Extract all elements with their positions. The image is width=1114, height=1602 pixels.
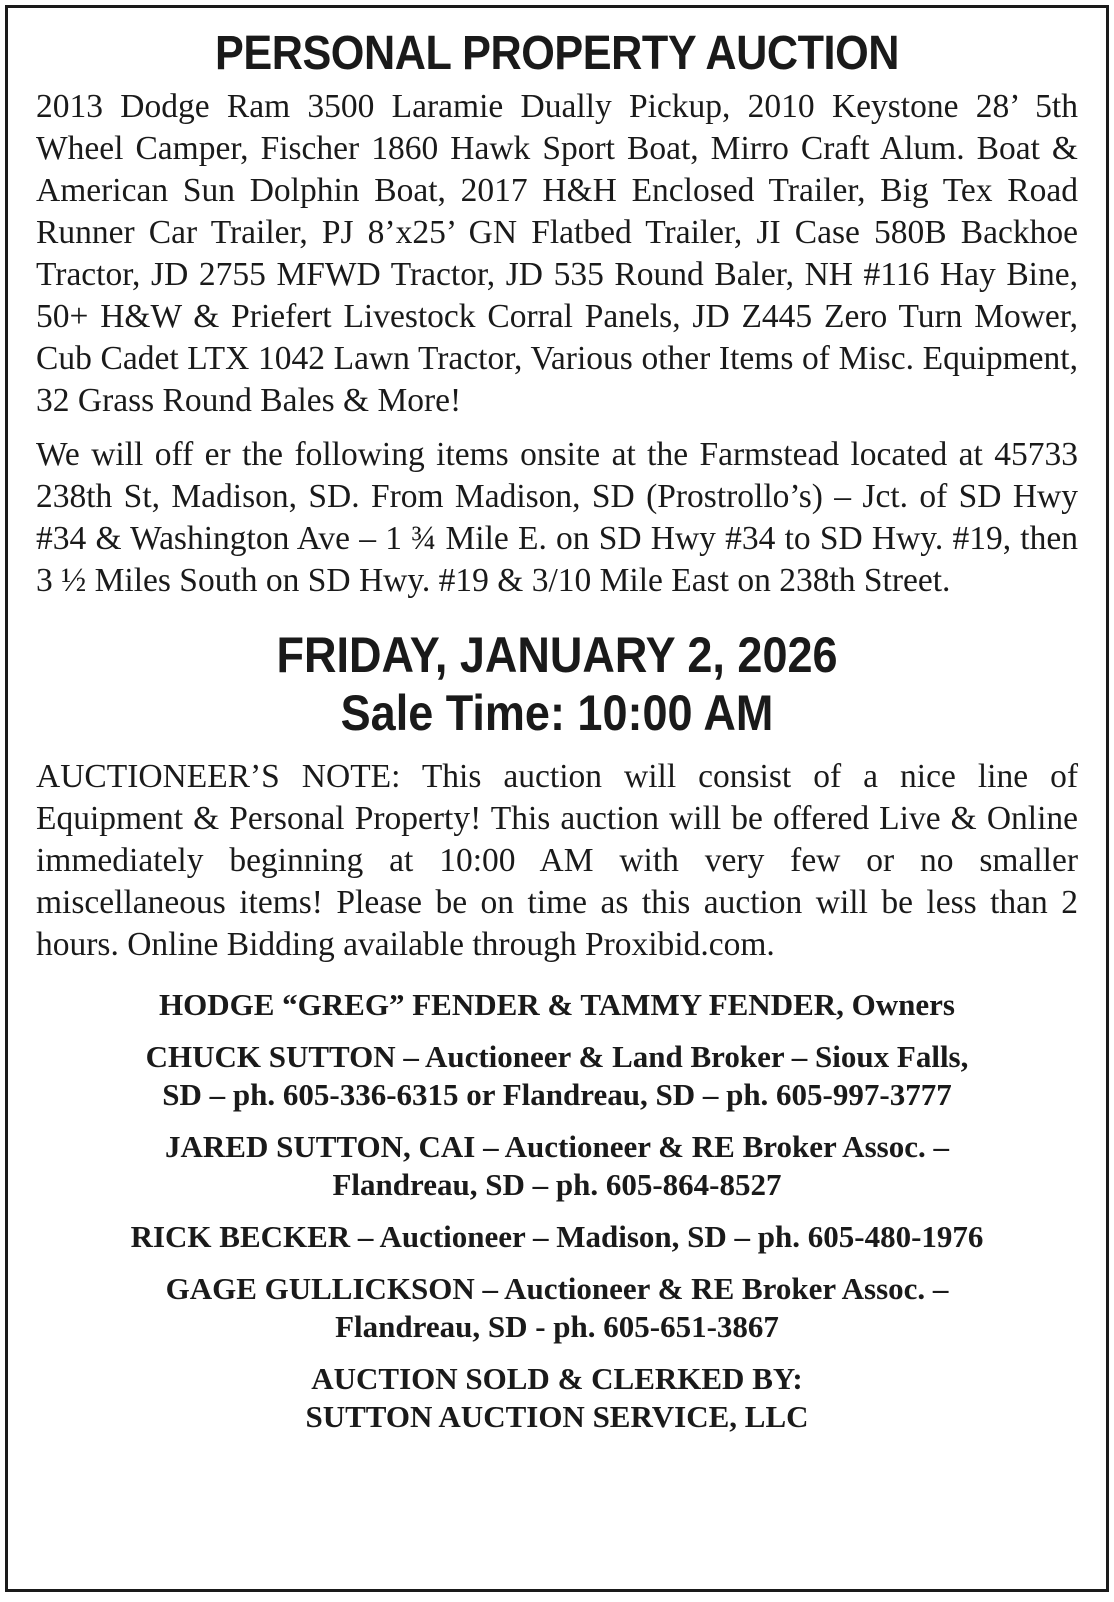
clerk-credit xyxy=(36,1360,1078,1436)
items-paragraph: 2013 Dodge Ram 3500 Laramie Dually Pickup, 2010 Keystone 28’ 5th Wheel Camper, Fischer 1860 Hawk Sport Boat, Mirro Craft Alum. Boat & American Sun Dolphin Boat, 2017 H&H Enclosed Trailer, Big Tex Road Runner Car Trailer, PJ 8’x25’ GN Flatbed Trailer, JI Case 580B Backhoe Tractor, JD 2755 MFWD Tractor, JD 535 Round Baler, NH #116 Hay Bine, 50+ H&W & Priefert Livestock Corral Panels, JD Z445 Zero Turn Mower, Cub Cadet LTX 1042 Lawn Tractor, Various other Items of Misc. Equipment, 32 Grass Round Bales & More! xyxy=(36,88,1078,419)
sale-date: FRIDAY, JANUARY 2, 2026 xyxy=(276,627,838,683)
credit-line: Flandreau, SD – ph. 605-864-8527 xyxy=(332,1167,782,1202)
auctioneer-credit-gage-gullickson xyxy=(36,1270,1078,1346)
auctioneer-credit-jared-sutton xyxy=(36,1128,1078,1204)
credit-line: Flandreau, SD - ph. 605-651-3867 xyxy=(335,1309,779,1344)
auctioneer-note: AUCTIONEER’S NOTE: This auction will consist of a nice line of Equipment & Personal Property! This auction will be offered Live & Online immediately beginning at 10:00 AM with very few or no smaller miscellaneous items! Please be on time as this auction will be less than 2 hours. Online Bidding available through Proxibid.com. xyxy=(36,758,1078,963)
credit-line: JARED SUTTON, CAI – Auctioneer & RE Broker Assoc. – xyxy=(165,1129,949,1164)
credits-block xyxy=(36,986,1078,1436)
credit-line: CHUCK SUTTON – Auctioneer & Land Broker – Sioux Falls, xyxy=(145,1039,969,1074)
credit-line: SUTTON AUCTION SERVICE, LLC xyxy=(305,1399,809,1434)
credit-line: AUCTION SOLD & CLERKED BY: xyxy=(311,1361,803,1396)
auctioneer-credit-chuck-sutton xyxy=(36,1038,1078,1114)
owners-line: HODGE “GREG” FENDER & TAMMY FENDER, Owners xyxy=(159,987,955,1022)
credit-line: GAGE GULLICKSON – Auctioneer & RE Broker Assoc. – xyxy=(165,1271,949,1306)
credit-line: SD – ph. 605-336-6315 or Flandreau, SD – ph. 605-997-3777 xyxy=(162,1077,952,1112)
auctioneer-credit-rick-becker xyxy=(36,1218,1078,1256)
credit-line: RICK BECKER – Auctioneer – Madison, SD – ph. 605-480-1976 xyxy=(130,1219,984,1254)
directions-paragraph: We will off er the following items onsite at the Farmstead located at 45733 238th St, Madison, SD. From Madison, SD (Prostrollo’s) – Jct. of SD Hwy #34 & Washington Ave – 1 ¾ Mile E. on SD Hwy #34 to SD Hwy. #19, then 3 ½ Miles South on SD Hwy. #19 & 3/10 Mile East on 238th Street. xyxy=(36,436,1078,599)
auction-ad xyxy=(5,5,1109,1592)
sale-time: Sale Time: 10:00 AM xyxy=(340,685,774,741)
ad-headline: PERSONAL PROPERTY AUCTION xyxy=(214,27,900,80)
